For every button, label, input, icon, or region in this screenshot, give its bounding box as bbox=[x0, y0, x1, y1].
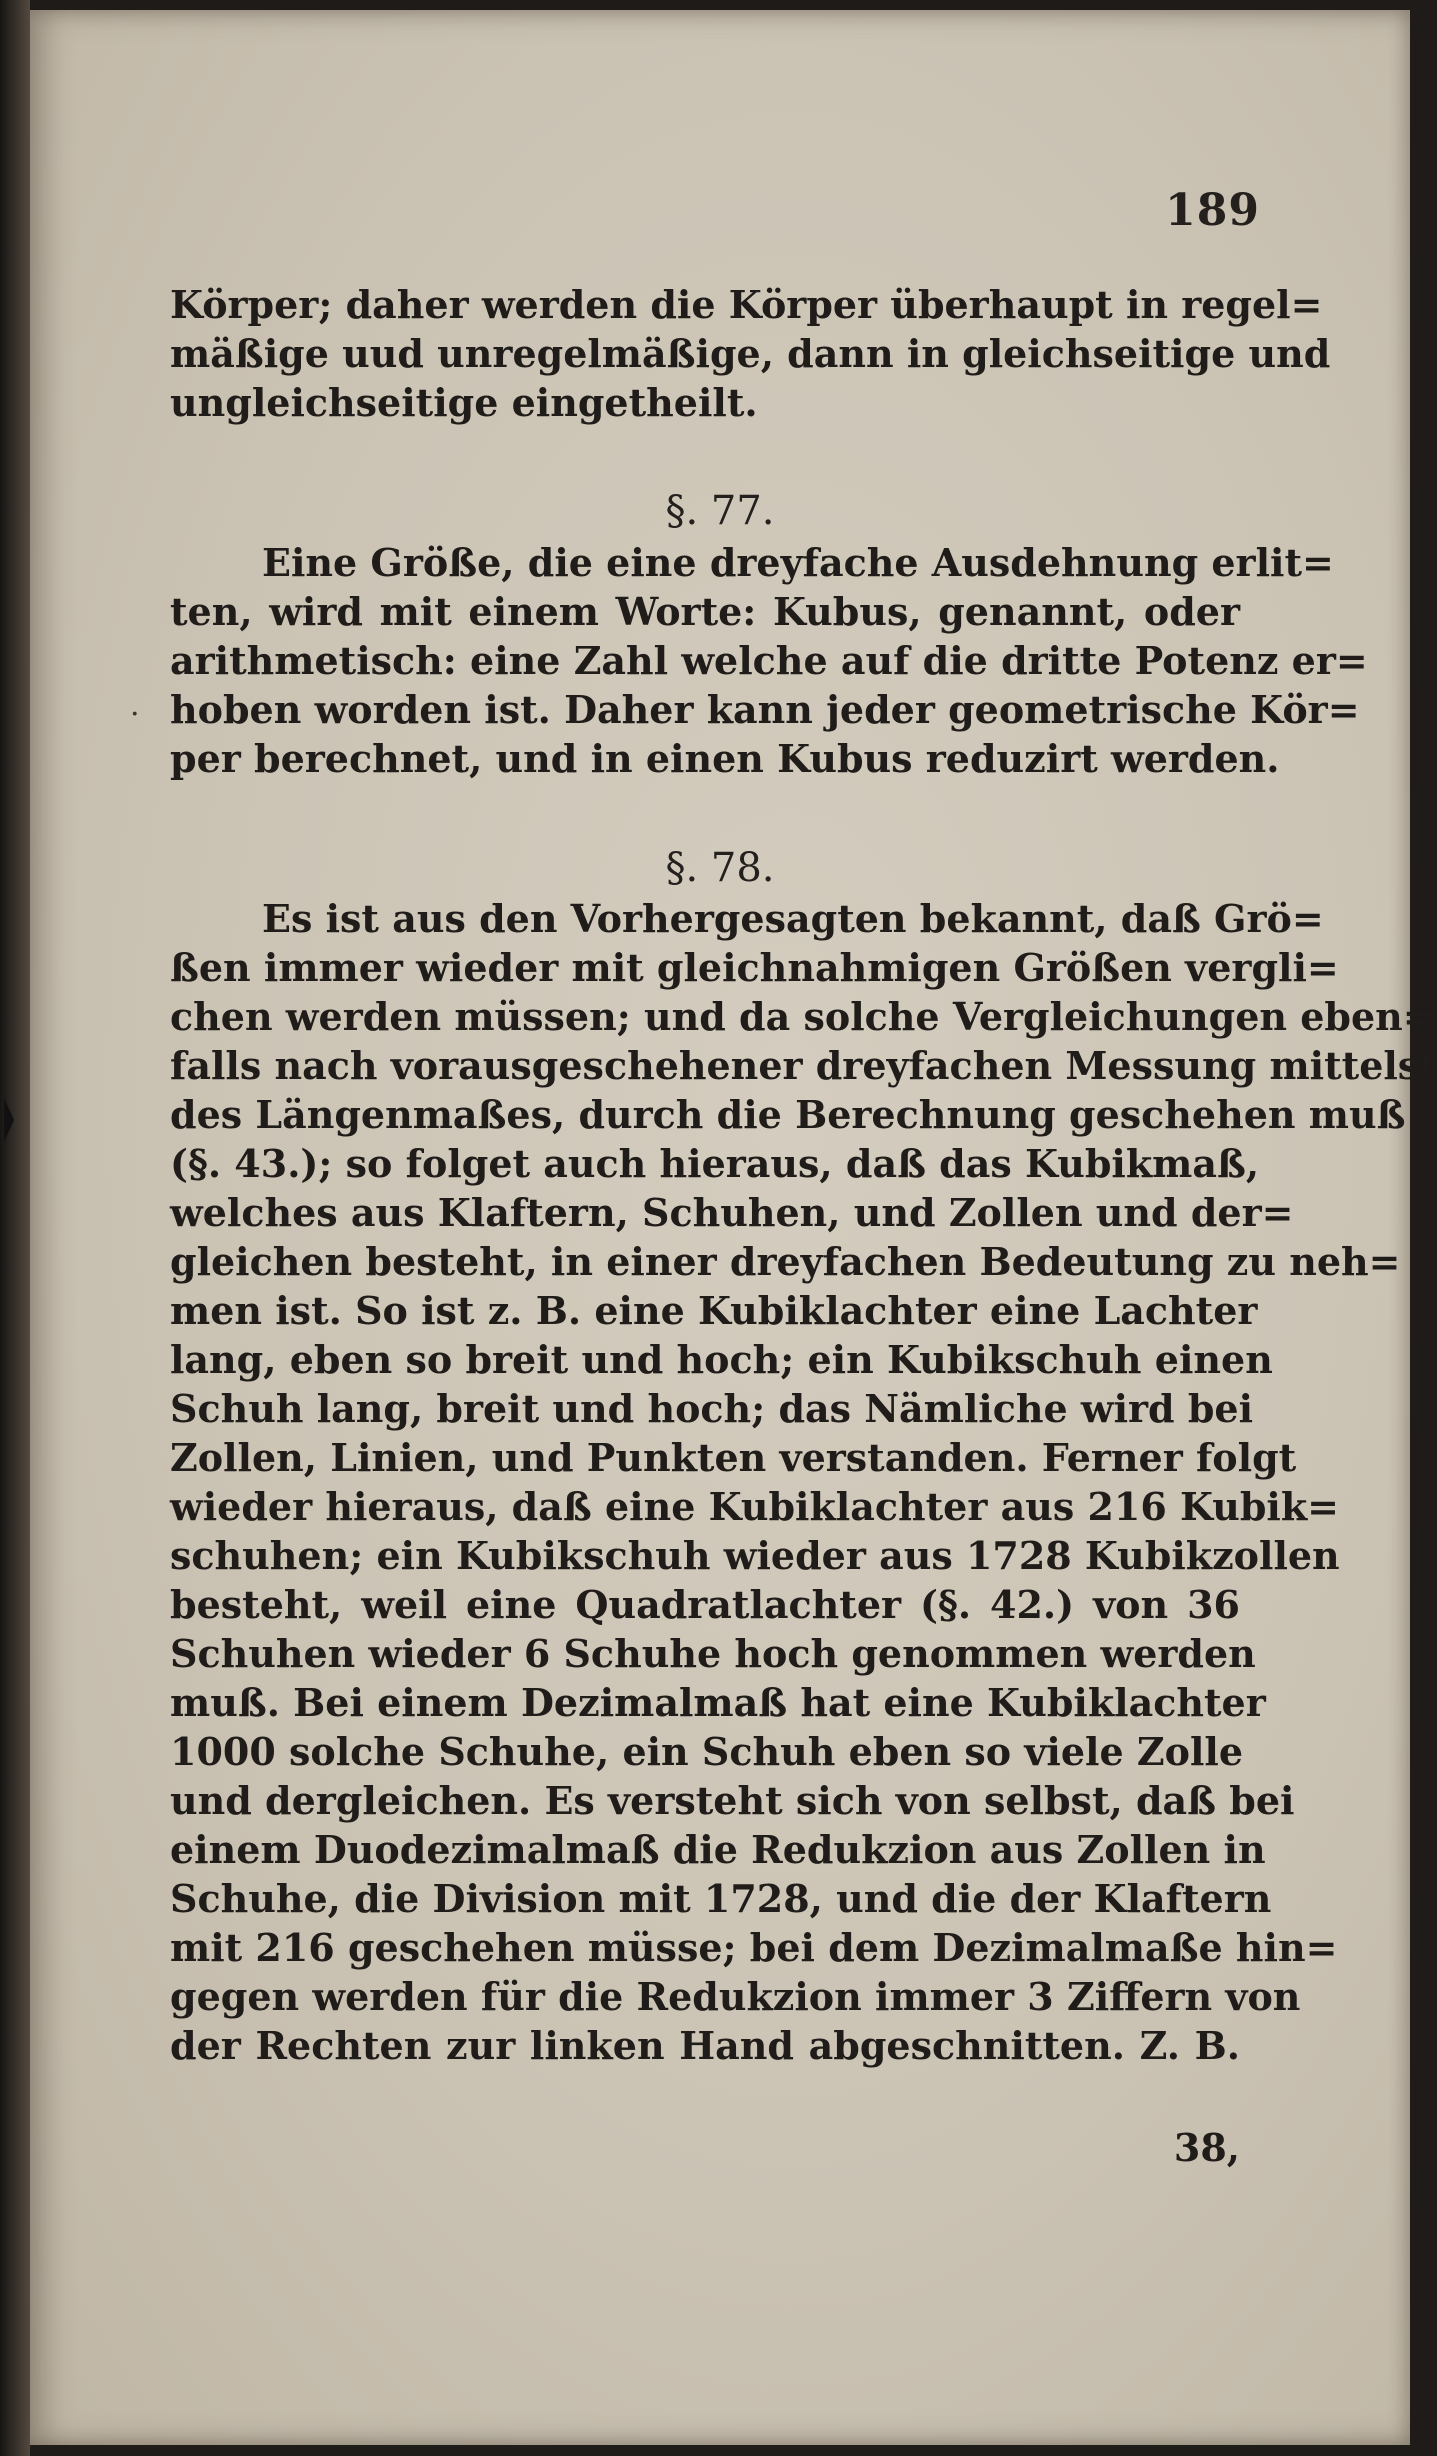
catchword: 38, bbox=[1173, 2125, 1240, 2170]
text-line: mit 216 geschehen müsse; bei dem Dezimalmaße hin= bbox=[170, 1925, 1338, 1970]
text-line: besteht, weil eine Quadratlachter (§. 42.) von 36 bbox=[170, 1582, 1240, 1627]
text-line: gleichen besteht, in einer dreyfachen Bedeutung zu neh= bbox=[170, 1239, 1401, 1284]
text-line: per berechnet, und in einen Kubus reduzirt werden. bbox=[170, 736, 1280, 781]
text-line: schuhen; ein Kubikschuh wieder aus 1728 Kubikzollen bbox=[170, 1533, 1340, 1578]
text-line: (§. 43.); so folget auch hieraus, daß das Kubikmaß, bbox=[170, 1141, 1260, 1186]
text-line: der Rechten zur linken Hand abgeschnitten. Z. B. bbox=[170, 2023, 1240, 2068]
text-line: ten, wird mit einem Worte: Kubus, genannt, oder bbox=[170, 589, 1240, 634]
margin-dot: · bbox=[130, 697, 140, 732]
section-77-paragraph bbox=[170, 538, 1368, 783]
text-line: Schuhe, die Division mit 1728, und die der Klaftern bbox=[170, 1876, 1272, 1921]
text-line: einem Duodezimalmaß die Redukzion aus Zollen in bbox=[170, 1827, 1266, 1872]
text-line: chen werden müssen; und da solche Vergleichungen eben= bbox=[170, 994, 1435, 1039]
text-line: Schuh lang, breit und hoch; das Nämliche wird bei bbox=[170, 1386, 1254, 1431]
section-heading-78: §. 78. bbox=[665, 845, 775, 891]
section-heading-77: §. 77. bbox=[665, 488, 775, 534]
text-line: und dergleichen. Es versteht sich von selbst, daß bei bbox=[170, 1778, 1295, 1823]
text-line: ßen immer wieder mit gleichnahmigen Größen vergli= bbox=[170, 945, 1339, 990]
text-line: 1000 solche Schuhe, ein Schuh eben so viele Zolle bbox=[170, 1729, 1244, 1774]
text-line: welches aus Klaftern, Schuhen, und Zollen und der= bbox=[170, 1190, 1294, 1235]
page-number: 189 bbox=[1165, 185, 1260, 236]
text-line: falls nach vorausgeschehener dreyfachen Messung mittelst bbox=[170, 1043, 1437, 1088]
text-line: Körper; daher werden die Körper überhaupt in regel= bbox=[170, 282, 1323, 327]
intro-paragraph bbox=[170, 280, 1331, 427]
text-line: mäßige uud unregelmäßige, dann in gleichseitige und bbox=[170, 331, 1331, 376]
text-line: arithmetisch: eine Zahl welche auf die dritte Potenz er= bbox=[170, 638, 1368, 683]
text-line: gegen werden für die Redukzion immer 3 Ziffern von bbox=[170, 1974, 1301, 2019]
text-line: des Längenmaßes, durch die Berechnung geschehen muß bbox=[170, 1092, 1406, 1137]
text-line: muß. Bei einem Dezimalmaß hat eine Kubiklachter bbox=[170, 1680, 1266, 1725]
book-page bbox=[30, 10, 1437, 2445]
book-spine bbox=[0, 0, 30, 2456]
section-78-paragraph bbox=[170, 894, 1437, 2070]
text-line: hoben worden ist. Daher kann jeder geometrische Kör= bbox=[170, 687, 1360, 732]
text-line: lang, eben so breit und hoch; ein Kubikschuh einen bbox=[170, 1337, 1273, 1382]
text-line: men ist. So ist z. B. eine Kubiklachter eine Lachter bbox=[170, 1288, 1258, 1333]
text-line: Eine Größe, die eine dreyfache Ausdehnung erlit= bbox=[262, 540, 1334, 585]
text-line: wieder hieraus, daß eine Kubiklachter aus 216 Kubik= bbox=[170, 1484, 1340, 1529]
text-line: Zollen, Linien, und Punkten verstanden. Ferner folgt bbox=[170, 1435, 1297, 1480]
text-line: Es ist aus den Vorhergesagten bekannt, daß Grö= bbox=[262, 896, 1324, 941]
text-line: Schuhen wieder 6 Schuhe hoch genommen werden bbox=[170, 1631, 1256, 1676]
text-line: ungleichseitige eingetheilt. bbox=[170, 380, 758, 425]
